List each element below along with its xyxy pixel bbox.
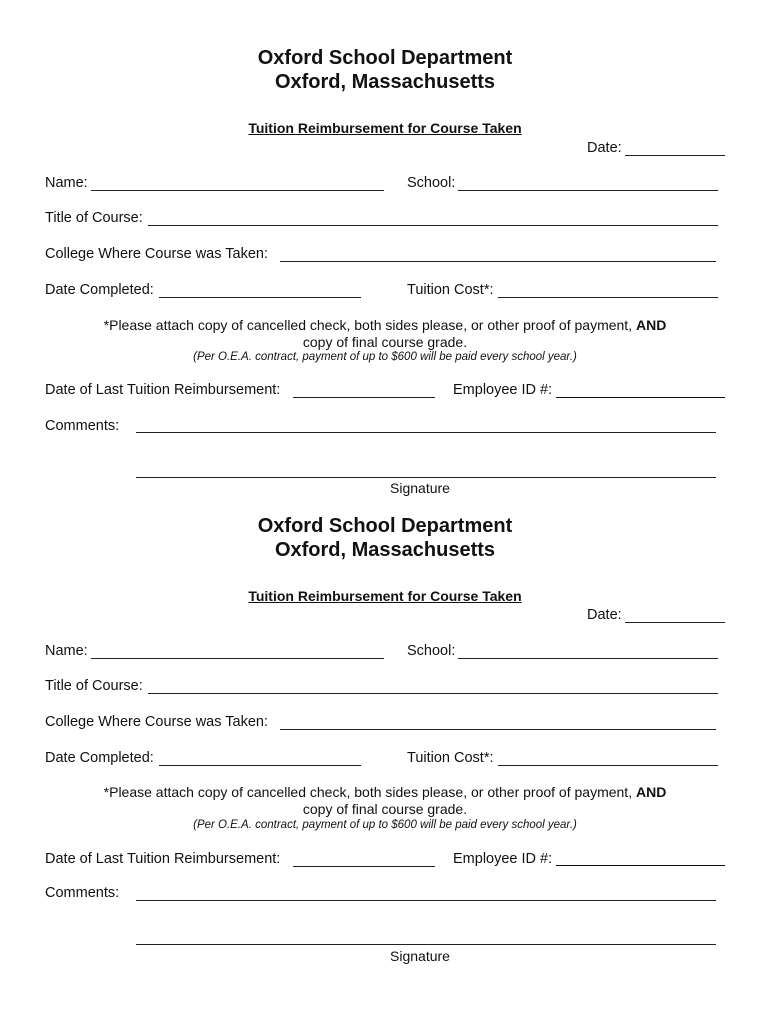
payment-proof-note [0,317,770,334]
payment-proof-emphasis: AND [635,784,667,800]
course-title-label: Title of Course: [45,210,143,226]
form-subtitle: Tuition Reimbursement for Course Taken [248,588,522,604]
comments-field[interactable] [136,900,716,901]
payment-proof-text: *Please attach copy of cancelled check, both sides please, or other proof of payment, [103,784,636,800]
date-completed-field[interactable] [159,297,361,298]
employee-id-field[interactable] [556,397,725,398]
course-title-field[interactable] [148,693,718,694]
date-field[interactable] [625,155,725,156]
date-completed-label: Date Completed: [45,750,154,766]
reimbursement-form-1 [0,0,770,496]
last-reimbursement-label: Date of Last Tuition Reimbursement: [45,851,281,867]
course-title-label: Title of Course: [45,678,143,694]
college-label: College Where Course was Taken: [45,714,268,730]
comments-label: Comments: [45,418,120,434]
department-title: Oxford School Department [257,47,513,69]
tuition-cost-label: Tuition Cost*: [407,750,494,766]
date-completed-field[interactable] [159,765,361,766]
employee-id-field[interactable] [556,865,725,866]
payment-proof-note [0,784,770,801]
payment-proof-note-line2: copy of final course grade. [302,801,468,817]
name-label: Name: [45,175,88,191]
school-field[interactable] [458,658,718,659]
department-title: Oxford School Department [257,515,513,537]
contract-note: (Per O.E.A. contract, payment of up to $600 will be paid every school year.) [193,351,577,363]
comments-label: Comments: [45,885,120,901]
date-label: Date: [587,607,622,623]
school-field[interactable] [458,190,718,191]
payment-proof-note-line2: copy of final course grade. [302,334,468,350]
payment-proof-text: *Please attach copy of cancelled check, both sides please, or other proof of payment, [103,317,636,333]
name-field[interactable] [91,190,384,191]
contract-note: (Per O.E.A. contract, payment of up to $600 will be paid every school year.) [193,819,577,831]
course-title-field[interactable] [148,225,718,226]
tuition-cost-field[interactable] [498,765,718,766]
reimbursement-form-2 [0,468,770,964]
last-reimbursement-field[interactable] [293,397,435,398]
school-label: School: [407,175,456,191]
college-field[interactable] [280,261,716,262]
signature-label: Signature [390,948,450,964]
date-completed-label: Date Completed: [45,282,154,298]
last-reimbursement-field[interactable] [293,866,435,867]
comments-field[interactable] [136,432,716,433]
signature-label: Signature [390,480,450,496]
form-subtitle: Tuition Reimbursement for Course Taken [248,120,522,136]
location-title: Oxford, Massachusetts [274,71,496,93]
signature-line[interactable] [136,944,716,945]
date-label: Date: [587,140,622,156]
last-reimbursement-label: Date of Last Tuition Reimbursement: [45,382,281,398]
date-field[interactable] [625,622,725,623]
name-field[interactable] [91,658,384,659]
payment-proof-emphasis: AND [635,317,667,333]
tuition-cost-field[interactable] [498,297,718,298]
tuition-cost-label: Tuition Cost*: [407,282,494,298]
college-field[interactable] [280,729,716,730]
college-label: College Where Course was Taken: [45,246,268,262]
school-label: School: [407,643,456,659]
location-title: Oxford, Massachusetts [274,539,496,561]
name-label: Name: [45,643,88,659]
employee-id-label: Employee ID #: [453,851,553,867]
employee-id-label: Employee ID #: [453,382,553,398]
